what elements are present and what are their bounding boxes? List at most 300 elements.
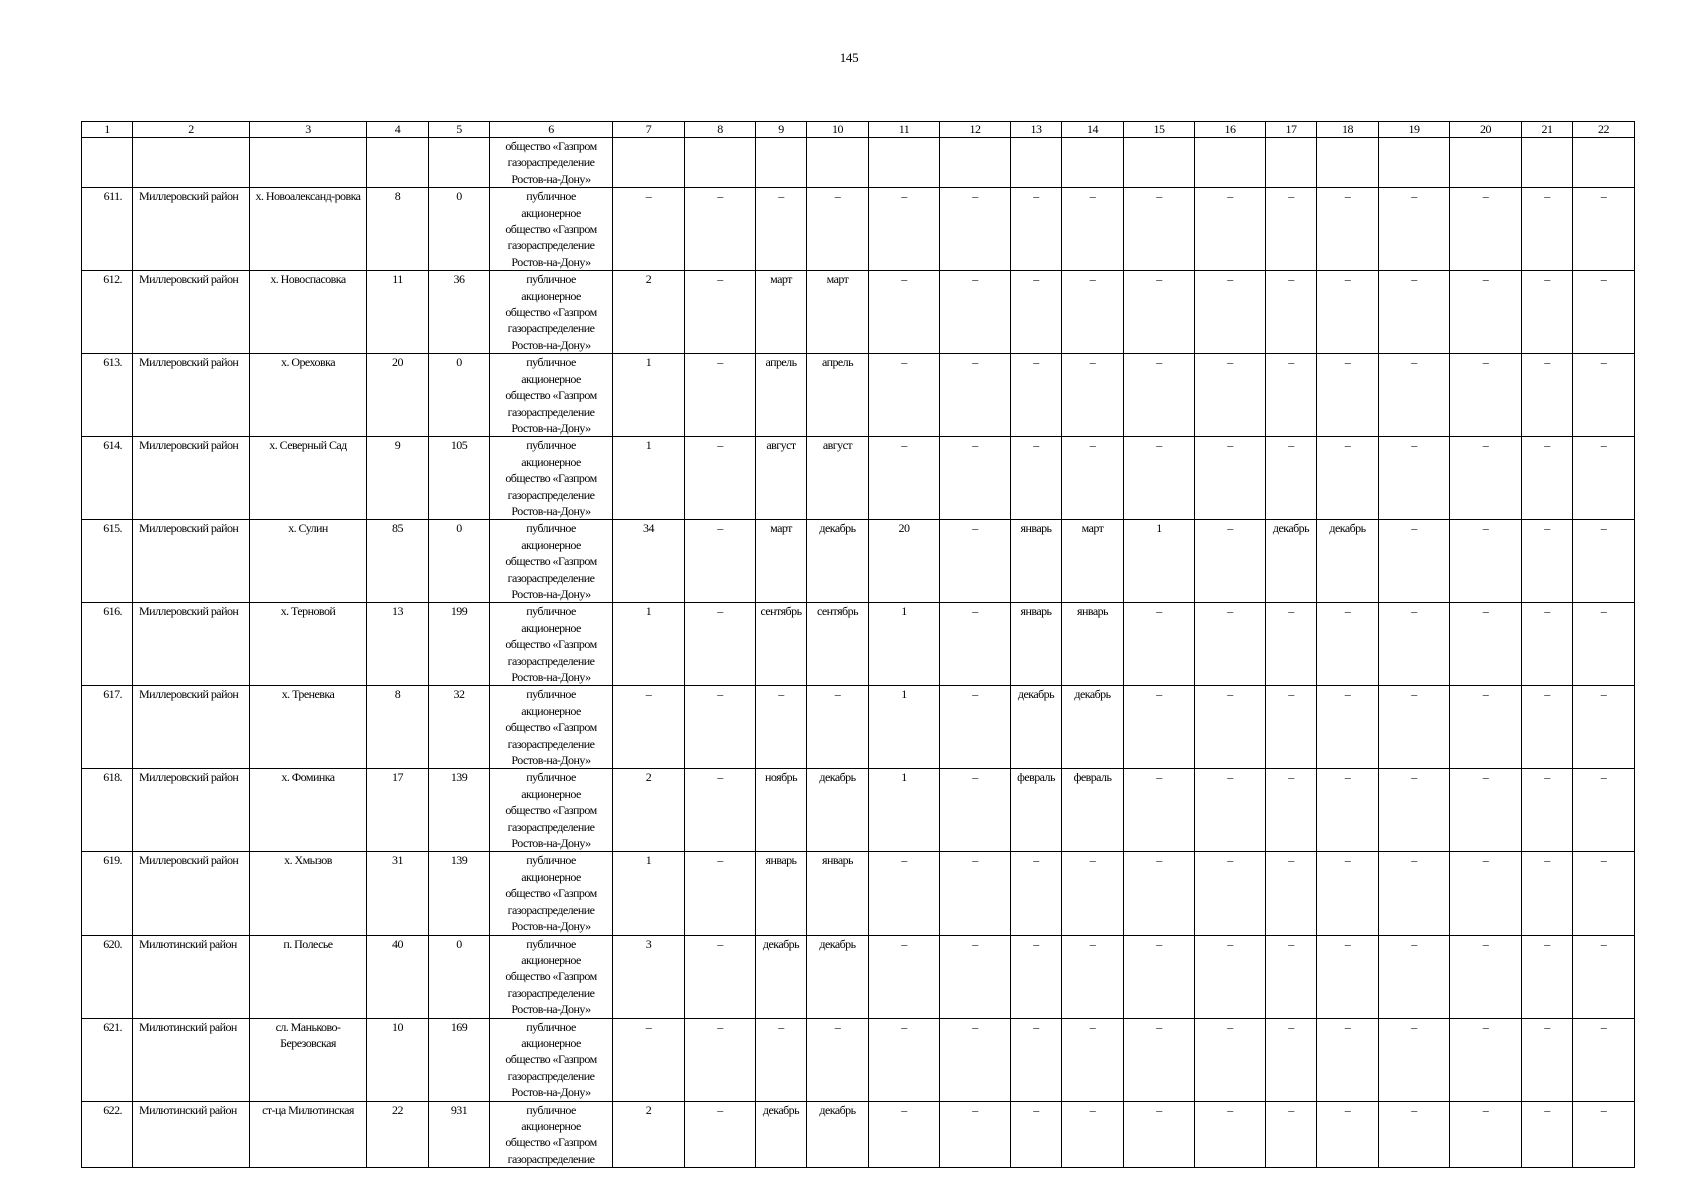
- table-cell: [1450, 138, 1522, 188]
- table-cell: –: [1573, 520, 1635, 603]
- table-cell: –: [940, 437, 1011, 520]
- table-cell: –: [1317, 686, 1379, 769]
- table-cell: декабрь: [756, 935, 807, 1018]
- org-line: публичное: [526, 1019, 576, 1034]
- table-cell: –: [1379, 271, 1450, 354]
- table-cell: х. Ореховка: [250, 354, 367, 437]
- table-cell: –: [1124, 603, 1195, 686]
- table-row: [82, 935, 1635, 1018]
- table-cell: [1379, 138, 1450, 188]
- table-cell: –: [1450, 686, 1522, 769]
- table-cell: –: [1266, 935, 1317, 1018]
- table-cell: 2: [613, 271, 685, 354]
- org-line: общество «Газпром: [505, 1135, 597, 1150]
- org-line: публичное: [526, 438, 576, 453]
- table-cell: –: [869, 271, 940, 354]
- org-cell: [490, 1018, 613, 1101]
- org-line: Ростов-на-Дону»: [511, 503, 591, 518]
- table-cell: 13: [367, 603, 429, 686]
- table-cell: [429, 138, 490, 188]
- org-line: газораспределение: [507, 570, 595, 585]
- table-cell: –: [1195, 852, 1266, 935]
- table-cell: –: [869, 1101, 940, 1168]
- table-cell: январь: [807, 852, 869, 935]
- table-cell: –: [1124, 686, 1195, 769]
- org-line: газораспределение: [507, 155, 595, 170]
- org-line: газораспределение: [507, 736, 595, 751]
- table-cell: февраль: [1062, 769, 1124, 852]
- table-cell: –: [1062, 188, 1124, 271]
- table-cell: –: [1317, 852, 1379, 935]
- header-cell: 11: [869, 122, 940, 138]
- table-cell: 1: [613, 354, 685, 437]
- org-line: газораспределение: [507, 902, 595, 917]
- table-cell: –: [1317, 188, 1379, 271]
- table-cell: –: [1195, 686, 1266, 769]
- table-cell: –: [1573, 1101, 1635, 1168]
- table-cell: –: [940, 271, 1011, 354]
- table-cell: [367, 138, 429, 188]
- table-cell: –: [685, 1018, 756, 1101]
- table-cell: [756, 138, 807, 188]
- table-cell: Миллеровский район: [133, 686, 250, 769]
- table-cell: –: [1124, 437, 1195, 520]
- table-cell: апрель: [756, 354, 807, 437]
- table-cell: 616.: [82, 603, 133, 686]
- org-cell: [490, 852, 613, 935]
- header-cell: 8: [685, 122, 756, 138]
- table-cell: 1: [869, 603, 940, 686]
- org-line: Ростов-на-Дону»: [511, 1002, 591, 1017]
- table-cell: –: [685, 271, 756, 354]
- table-cell: –: [1450, 188, 1522, 271]
- table-cell: Миллеровский район: [133, 437, 250, 520]
- table-cell: 0: [429, 520, 490, 603]
- table-cell: [1266, 138, 1317, 188]
- header-cell: 22: [1573, 122, 1635, 138]
- header-row: [82, 122, 1635, 138]
- table-cell: –: [940, 603, 1011, 686]
- header-cell: 16: [1195, 122, 1266, 138]
- table-cell: –: [1195, 935, 1266, 1018]
- table-cell: январь: [1011, 520, 1062, 603]
- table-cell: Миллеровский район: [133, 354, 250, 437]
- table-cell: –: [1522, 1101, 1573, 1168]
- table-row: [82, 1101, 1635, 1168]
- table-cell: –: [1573, 271, 1635, 354]
- org-line: общество «Газпром: [505, 388, 597, 403]
- table-cell: –: [1450, 1101, 1522, 1168]
- table-cell: –: [1573, 686, 1635, 769]
- table-cell: –: [756, 188, 807, 271]
- table-cell: –: [1266, 1101, 1317, 1168]
- table-cell: х. Новоспасовка: [250, 271, 367, 354]
- table-row: [82, 188, 1635, 271]
- table-cell: –: [1522, 686, 1573, 769]
- table-cell: декабрь: [807, 935, 869, 1018]
- table-cell: 3: [613, 935, 685, 1018]
- org-line: акционерное: [521, 620, 581, 635]
- header-cell: 21: [1522, 122, 1573, 138]
- org-line: Ростов-на-Дону»: [511, 836, 591, 851]
- table-cell: –: [1522, 852, 1573, 935]
- table-cell: –: [1266, 188, 1317, 271]
- org-cell: [490, 1101, 613, 1168]
- table-cell: –: [1011, 271, 1062, 354]
- table-cell: –: [1266, 769, 1317, 852]
- org-cell: [490, 354, 613, 437]
- org-line: акционерное: [521, 1035, 581, 1050]
- table-cell: –: [1450, 271, 1522, 354]
- table-cell: –: [940, 686, 1011, 769]
- table-cell: 0: [429, 188, 490, 271]
- table-cell: –: [1317, 935, 1379, 1018]
- org-line: Ростов-на-Дону»: [511, 919, 591, 934]
- org-line: акционерное: [521, 205, 581, 220]
- table-cell: –: [1195, 1101, 1266, 1168]
- table-cell: –: [869, 1018, 940, 1101]
- table-row: [82, 686, 1635, 769]
- table-cell: –: [807, 188, 869, 271]
- table-cell: х. Фоминка: [250, 769, 367, 852]
- org-line: публичное: [526, 604, 576, 619]
- table-cell: март: [807, 271, 869, 354]
- table-cell: 10: [367, 1018, 429, 1101]
- table-cell: [250, 138, 367, 188]
- table-cell: –: [1522, 935, 1573, 1018]
- org-line: Ростов-на-Дону»: [511, 254, 591, 269]
- table-cell: –: [1195, 769, 1266, 852]
- table-cell: –: [869, 188, 940, 271]
- table-cell: –: [1124, 935, 1195, 1018]
- table-row: [82, 354, 1635, 437]
- table-cell: 11: [367, 271, 429, 354]
- table-cell: март: [756, 520, 807, 603]
- org-line: Ростов-на-Дону»: [511, 586, 591, 601]
- data-table: [81, 121, 1635, 1168]
- table-cell: 614.: [82, 437, 133, 520]
- table-cell: 615.: [82, 520, 133, 603]
- org-cell: [490, 686, 613, 769]
- table-cell: –: [685, 437, 756, 520]
- table-cell: август: [756, 437, 807, 520]
- org-line: газораспределение: [507, 653, 595, 668]
- table-cell: –: [1379, 852, 1450, 935]
- table-row: [82, 1018, 1635, 1101]
- org-line: общество «Газпром: [505, 139, 597, 153]
- table-cell: Милютинский район: [133, 1101, 250, 1168]
- table-row: [82, 603, 1635, 686]
- header-cell: 10: [807, 122, 869, 138]
- table-cell: Милютинский район: [133, 1018, 250, 1101]
- org-line: публичное: [526, 521, 576, 536]
- table-cell: февраль: [1011, 769, 1062, 852]
- org-line: публичное: [526, 189, 576, 204]
- table-cell: –: [685, 603, 756, 686]
- table-cell: [133, 138, 250, 188]
- table-cell: декабрь: [756, 1101, 807, 1168]
- table-cell: –: [1124, 852, 1195, 935]
- table-cell: –: [1195, 188, 1266, 271]
- org-cell: [490, 935, 613, 1018]
- table-cell: –: [1124, 769, 1195, 852]
- table-cell: 1: [613, 603, 685, 686]
- org-cell: [490, 603, 613, 686]
- table-cell: март: [756, 271, 807, 354]
- header-cell: 15: [1124, 122, 1195, 138]
- table-cell: –: [1124, 1018, 1195, 1101]
- org-line: общество «Газпром: [505, 554, 597, 569]
- table-cell: –: [807, 686, 869, 769]
- table-cell: –: [940, 1018, 1011, 1101]
- table-cell: –: [1573, 603, 1635, 686]
- table-cell: –: [685, 354, 756, 437]
- table-cell: –: [1522, 520, 1573, 603]
- table-cell: –: [1266, 852, 1317, 935]
- table-cell: –: [1522, 271, 1573, 354]
- table-cell: –: [1195, 354, 1266, 437]
- table-cell: –: [1266, 686, 1317, 769]
- table-cell: –: [1266, 271, 1317, 354]
- table-cell: –: [1522, 437, 1573, 520]
- table-cell: –: [1450, 852, 1522, 935]
- header-cell: 13: [1011, 122, 1062, 138]
- table-cell: ст-ца Милютинская: [250, 1101, 367, 1168]
- org-line: газораспределение: [507, 404, 595, 419]
- table-cell: декабрь: [807, 769, 869, 852]
- org-line: общество «Газпром: [505, 637, 597, 652]
- org-line: Ростов-на-Дону»: [511, 1085, 591, 1100]
- table-cell: –: [1011, 1101, 1062, 1168]
- table-cell: 618.: [82, 769, 133, 852]
- org-line: Ростов-на-Дону»: [511, 420, 591, 435]
- table-cell: –: [1317, 1101, 1379, 1168]
- table-cell: –: [1062, 852, 1124, 935]
- org-line: Ростов-на-Дону»: [511, 337, 591, 352]
- org-line: публичное: [526, 770, 576, 785]
- table-cell: –: [1379, 354, 1450, 437]
- table-cell: –: [1317, 354, 1379, 437]
- org-cell: [490, 769, 613, 852]
- table-cell: 9: [367, 437, 429, 520]
- table-cell: Миллеровский район: [133, 852, 250, 935]
- table-cell: [807, 138, 869, 188]
- table-cell: –: [1062, 271, 1124, 354]
- table-cell: –: [1011, 935, 1062, 1018]
- table-cell: –: [1379, 437, 1450, 520]
- table-cell: сентябрь: [807, 603, 869, 686]
- table-cell: –: [1450, 935, 1522, 1018]
- table-cell: –: [1522, 1018, 1573, 1101]
- table-cell: 622.: [82, 1101, 133, 1168]
- table-cell: ноябрь: [756, 769, 807, 852]
- table-cell: –: [685, 1101, 756, 1168]
- header-cell: 17: [1266, 122, 1317, 138]
- table-cell: 1: [613, 852, 685, 935]
- header-cell: 3: [250, 122, 367, 138]
- table-cell: 0: [429, 354, 490, 437]
- table-cell: –: [1450, 354, 1522, 437]
- table-cell: –: [613, 1018, 685, 1101]
- table-cell: –: [1379, 603, 1450, 686]
- table-cell: –: [1317, 271, 1379, 354]
- table-cell: [1573, 138, 1635, 188]
- table-cell: [613, 138, 685, 188]
- table-cell: –: [1573, 188, 1635, 271]
- org-line: общество «Газпром: [505, 886, 597, 901]
- table-cell: март: [1062, 520, 1124, 603]
- table-cell: январь: [1011, 603, 1062, 686]
- table-cell: 85: [367, 520, 429, 603]
- table-cell: 617.: [82, 686, 133, 769]
- org-cell: [490, 520, 613, 603]
- org-cell: [490, 271, 613, 354]
- org-line: газораспределение: [507, 1068, 595, 1083]
- table-cell: –: [1379, 520, 1450, 603]
- table-cell: –: [869, 852, 940, 935]
- table-cell: –: [1450, 437, 1522, 520]
- org-line: Ростов-на-Дону»: [511, 171, 591, 186]
- table-cell: 1: [1124, 520, 1195, 603]
- table-cell: 20: [869, 520, 940, 603]
- org-line: общество «Газпром: [505, 222, 597, 237]
- org-line: акционерное: [521, 537, 581, 552]
- table-cell: 611.: [82, 188, 133, 271]
- org-line: общество «Газпром: [505, 305, 597, 320]
- table-cell: сл. Маньково-Березовская: [250, 1018, 367, 1101]
- org-line: публичное: [526, 936, 576, 951]
- table-row: [82, 437, 1635, 520]
- table-cell: –: [1379, 769, 1450, 852]
- table-cell: –: [1317, 1018, 1379, 1101]
- org-line: газораспределение: [507, 985, 595, 1000]
- table-cell: 139: [429, 769, 490, 852]
- header-cell: 5: [429, 122, 490, 138]
- table-cell: Миллеровский район: [133, 769, 250, 852]
- org-line: публичное: [526, 355, 576, 370]
- table-cell: Миллеровский район: [133, 188, 250, 271]
- table-cell: х. Новоалександ-ровка: [250, 188, 367, 271]
- table-cell: –: [1522, 769, 1573, 852]
- table-cell: Милютинский район: [133, 935, 250, 1018]
- table-cell: –: [1195, 603, 1266, 686]
- table-cell: –: [613, 188, 685, 271]
- table-cell: декабрь: [1062, 686, 1124, 769]
- org-line: акционерное: [521, 703, 581, 718]
- table-cell: –: [869, 437, 940, 520]
- table-cell: –: [940, 188, 1011, 271]
- header-cell: 2: [133, 122, 250, 138]
- table-cell: –: [756, 1018, 807, 1101]
- table-cell: 2: [613, 769, 685, 852]
- table-cell: –: [940, 354, 1011, 437]
- table-cell: –: [1379, 686, 1450, 769]
- table-cell: –: [1011, 437, 1062, 520]
- org-cell: [490, 188, 613, 271]
- table-cell: х. Хмызов: [250, 852, 367, 935]
- header-cell: 7: [613, 122, 685, 138]
- table-cell: [1062, 138, 1124, 188]
- table-cell: –: [1266, 354, 1317, 437]
- table-row: [82, 769, 1635, 852]
- header-cell: 4: [367, 122, 429, 138]
- table-cell: апрель: [807, 354, 869, 437]
- table-cell: –: [1195, 520, 1266, 603]
- table-cell: декабрь: [1317, 520, 1379, 603]
- table-cell: 8: [367, 686, 429, 769]
- table-cell: [1124, 138, 1195, 188]
- header-cell: 9: [756, 122, 807, 138]
- table-cell: х. Терновой: [250, 603, 367, 686]
- table-cell: декабрь: [1266, 520, 1317, 603]
- table-cell: декабрь: [1011, 686, 1062, 769]
- table-cell: Миллеровский район: [133, 603, 250, 686]
- table-cell: 20: [367, 354, 429, 437]
- table-cell: 0: [429, 935, 490, 1018]
- org-line: публичное: [526, 1102, 576, 1117]
- org-cell: [490, 437, 613, 520]
- header-cell: 19: [1379, 122, 1450, 138]
- org-line: общество «Газпром: [505, 720, 597, 735]
- table-cell: [869, 138, 940, 188]
- table-cell: –: [1124, 271, 1195, 354]
- table-cell: 8: [367, 188, 429, 271]
- org-line: общество «Газпром: [505, 1052, 597, 1067]
- table-cell: –: [613, 686, 685, 769]
- table-cell: Миллеровский район: [133, 271, 250, 354]
- table-cell: 32: [429, 686, 490, 769]
- table-cell: –: [1522, 603, 1573, 686]
- org-line: акционерное: [521, 1118, 581, 1133]
- table-cell: 40: [367, 935, 429, 1018]
- table-cell: –: [1195, 437, 1266, 520]
- table-cell: –: [940, 520, 1011, 603]
- table-row: [82, 852, 1635, 935]
- table-cell: –: [756, 686, 807, 769]
- table-cell: Миллеровский район: [133, 520, 250, 603]
- table-cell: 139: [429, 852, 490, 935]
- table-row: [82, 138, 1635, 188]
- table-cell: –: [1124, 188, 1195, 271]
- table-cell: –: [1573, 437, 1635, 520]
- table-row: [82, 520, 1635, 603]
- table-cell: –: [1379, 1018, 1450, 1101]
- table-cell: –: [1450, 1018, 1522, 1101]
- table-cell: 1: [869, 686, 940, 769]
- table-cell: –: [1124, 1101, 1195, 1168]
- table-cell: 17: [367, 769, 429, 852]
- table-cell: п. Полесье: [250, 935, 367, 1018]
- header-cell: 1: [82, 122, 133, 138]
- org-line: общество «Газпром: [505, 471, 597, 486]
- table-cell: –: [1573, 935, 1635, 1018]
- table-cell: –: [1062, 1018, 1124, 1101]
- table-cell: –: [1266, 603, 1317, 686]
- org-line: газораспределение: [507, 819, 595, 834]
- table-cell: 22: [367, 1101, 429, 1168]
- org-line: акционерное: [521, 454, 581, 469]
- table-cell: 612.: [82, 271, 133, 354]
- table-cell: –: [1266, 1018, 1317, 1101]
- org-line: акционерное: [521, 288, 581, 303]
- table-cell: 2: [613, 1101, 685, 1168]
- table-cell: –: [1011, 188, 1062, 271]
- table-cell: –: [1062, 935, 1124, 1018]
- table-cell: –: [1317, 769, 1379, 852]
- table-cell: –: [940, 852, 1011, 935]
- table-cell: х. Треневка: [250, 686, 367, 769]
- table-cell: –: [1011, 354, 1062, 437]
